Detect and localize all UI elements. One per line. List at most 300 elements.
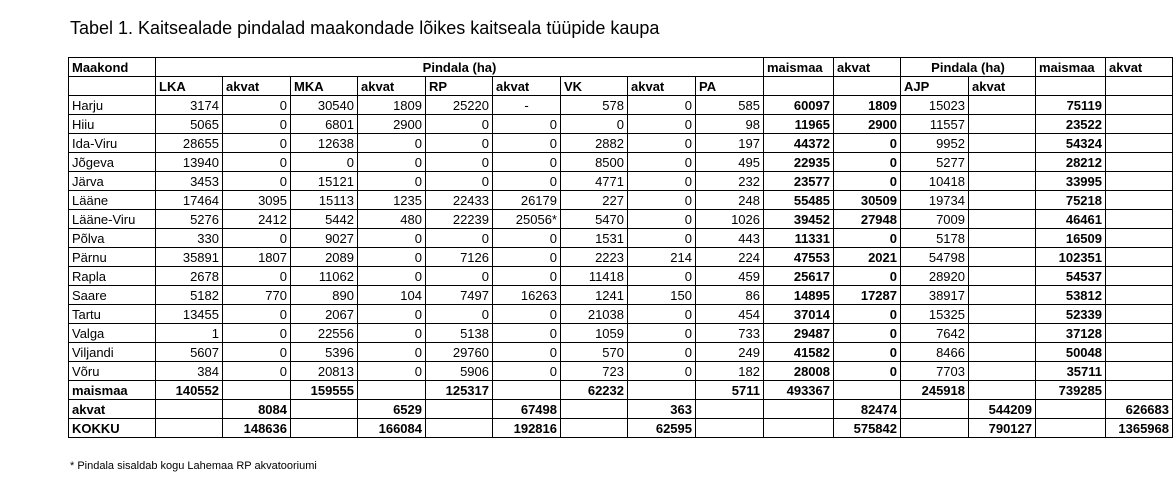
table-cell: 23577 <box>764 172 834 191</box>
table-cell: 0 <box>493 115 561 134</box>
row-label: Hiiu <box>69 115 156 134</box>
table-cell: 0 <box>223 115 291 134</box>
table-cell: 17287 <box>834 286 901 305</box>
table-row <box>69 172 1173 191</box>
table-cell: 2900 <box>358 115 426 134</box>
table-cell: 0 <box>493 362 561 381</box>
total-cell: 5711 <box>696 381 764 400</box>
row-label: Valga <box>69 324 156 343</box>
total-cell <box>426 419 493 438</box>
table-cell: 0 <box>426 134 493 153</box>
table-cell: 5277 <box>901 153 969 172</box>
table-cell: 0 <box>628 343 696 362</box>
table-cell: 0 <box>834 172 901 191</box>
total-cell: 790127 <box>969 419 1036 438</box>
table-cell: 47553 <box>764 248 834 267</box>
total-cell: 159555 <box>291 381 358 400</box>
table-cell: 0 <box>628 134 696 153</box>
table-cell: 10418 <box>901 172 969 191</box>
table-cell: 17464 <box>156 191 223 210</box>
table-cell: 7126 <box>426 248 493 267</box>
table-cell: 22935 <box>764 153 834 172</box>
table-cell: 0 <box>493 305 561 324</box>
table-cell: 2900 <box>834 115 901 134</box>
total-cell: 67498 <box>493 400 561 419</box>
total-cell <box>764 419 834 438</box>
subheader-cell: akvat <box>628 77 696 96</box>
table-cell <box>1106 115 1173 134</box>
subheader-cell: VK <box>561 77 628 96</box>
table-cell: 0 <box>358 343 426 362</box>
header-maismaa: maismaa <box>764 58 834 77</box>
total-cell: 493367 <box>764 381 834 400</box>
table-cell: 0 <box>358 362 426 381</box>
table-cell: 15121 <box>291 172 358 191</box>
subheader-cell: PA <box>696 77 764 96</box>
table-cell: 13940 <box>156 153 223 172</box>
table-cell: 29760 <box>426 343 493 362</box>
row-label: Tartu <box>69 305 156 324</box>
row-label: Pärnu <box>69 248 156 267</box>
table-cell: 0 <box>834 343 901 362</box>
table-cell: 22556 <box>291 324 358 343</box>
table-cell <box>969 115 1036 134</box>
table-cell: 86 <box>696 286 764 305</box>
table-cell: 150 <box>628 286 696 305</box>
table-cell: 54537 <box>1036 267 1106 286</box>
table-cell: 28008 <box>764 362 834 381</box>
table-cell: 44372 <box>764 134 834 153</box>
table-cell: 55485 <box>764 191 834 210</box>
table-cell <box>1106 134 1173 153</box>
table-cell <box>1106 286 1173 305</box>
table-cell: 104 <box>358 286 426 305</box>
table-cell: 14895 <box>764 286 834 305</box>
total-label: akvat <box>69 400 156 419</box>
table-cell: 11331 <box>764 229 834 248</box>
table-cell: 50048 <box>1036 343 1106 362</box>
table-cell: 0 <box>834 305 901 324</box>
table-cell: 0 <box>223 324 291 343</box>
table-cell: 30509 <box>834 191 901 210</box>
table-cell <box>969 343 1036 362</box>
total-cell: 82474 <box>834 400 901 419</box>
total-row <box>69 381 1173 400</box>
table-cell: 0 <box>628 153 696 172</box>
table-cell: 495 <box>696 153 764 172</box>
subheader-cell <box>764 77 834 96</box>
table-cell <box>1106 210 1173 229</box>
table-cell <box>1106 343 1173 362</box>
table-cell: 0 <box>358 248 426 267</box>
total-cell: 739285 <box>1036 381 1106 400</box>
table-cell <box>1106 172 1173 191</box>
table-row <box>69 115 1173 134</box>
table-cell: 249 <box>696 343 764 362</box>
table-cell: 28655 <box>156 134 223 153</box>
table-cell: 7497 <box>426 286 493 305</box>
data-table <box>68 57 1173 438</box>
table-cell: 197 <box>696 134 764 153</box>
table-cell: 1241 <box>561 286 628 305</box>
table-cell: 16263 <box>493 286 561 305</box>
table-cell: 0 <box>493 172 561 191</box>
row-label: Lääne <box>69 191 156 210</box>
header-pindala: Pindala (ha) <box>156 58 764 77</box>
table-cell: 0 <box>834 229 901 248</box>
table-cell: 0 <box>628 305 696 324</box>
table-cell: 15023 <box>901 96 969 115</box>
total-cell <box>358 381 426 400</box>
table-cell <box>969 286 1036 305</box>
table-cell: 2089 <box>291 248 358 267</box>
table-cell: 7642 <box>901 324 969 343</box>
row-label: Harju <box>69 96 156 115</box>
table-cell: 182 <box>696 362 764 381</box>
table-cell: 9027 <box>291 229 358 248</box>
table-cell: 39452 <box>764 210 834 229</box>
table-cell: 8500 <box>561 153 628 172</box>
table-row <box>69 210 1173 229</box>
table-cell: 0 <box>426 153 493 172</box>
table-row <box>69 153 1173 172</box>
table-cell <box>969 362 1036 381</box>
table-cell: 227 <box>561 191 628 210</box>
table-cell: 0 <box>223 172 291 191</box>
table-cell: 0 <box>628 172 696 191</box>
table-cell: 5442 <box>291 210 358 229</box>
table-cell <box>969 172 1036 191</box>
table-cell: 890 <box>291 286 358 305</box>
table-cell <box>1106 305 1173 324</box>
table-cell: 60097 <box>764 96 834 115</box>
table-cell: 1809 <box>834 96 901 115</box>
table-cell <box>969 153 1036 172</box>
table-cell: 0 <box>628 96 696 115</box>
table-cell: 5178 <box>901 229 969 248</box>
table-cell: 443 <box>696 229 764 248</box>
table-row <box>69 191 1173 210</box>
total-cell <box>223 381 291 400</box>
table-cell: 1809 <box>358 96 426 115</box>
table-cell: 5396 <box>291 343 358 362</box>
total-cell: 544209 <box>969 400 1036 419</box>
total-cell <box>969 381 1036 400</box>
table-cell: 5138 <box>426 324 493 343</box>
table-cell: 54798 <box>901 248 969 267</box>
total-row <box>69 400 1173 419</box>
total-cell: 125317 <box>426 381 493 400</box>
table-cell <box>1106 362 1173 381</box>
header-akvat-2: akvat <box>1106 58 1173 77</box>
table-cell: 459 <box>696 267 764 286</box>
table-cell: 8466 <box>901 343 969 362</box>
table-cell: 0 <box>223 153 291 172</box>
table-cell: 0 <box>426 172 493 191</box>
total-cell: 192816 <box>493 419 561 438</box>
table-cell: 75218 <box>1036 191 1106 210</box>
table-cell: 12638 <box>291 134 358 153</box>
table-cell: 35891 <box>156 248 223 267</box>
table-row <box>69 324 1173 343</box>
subheader-cell <box>1036 77 1106 96</box>
table-cell: 0 <box>358 153 426 172</box>
table-cell: 480 <box>358 210 426 229</box>
table-cell <box>1106 267 1173 286</box>
header-pindala-2: Pindala (ha) <box>901 58 1036 77</box>
header-akvat: akvat <box>834 58 901 77</box>
table-cell: 26179 <box>493 191 561 210</box>
subheader-row <box>69 77 1173 96</box>
total-cell: 6529 <box>358 400 426 419</box>
table-cell: 0 <box>358 305 426 324</box>
table-cell: 0 <box>291 153 358 172</box>
subheader-cell <box>834 77 901 96</box>
table-cell <box>969 267 1036 286</box>
total-cell <box>561 419 628 438</box>
table-cell: 52339 <box>1036 305 1106 324</box>
table-cell: 2412 <box>223 210 291 229</box>
table-cell: 0 <box>426 115 493 134</box>
table-cell <box>969 324 1036 343</box>
table-title: Tabel 1. Kaitsealade pindalad maakondade lõikes kaitseala tüüpide kaupa <box>70 18 660 38</box>
table-cell: 9952 <box>901 134 969 153</box>
table-cell <box>1106 229 1173 248</box>
total-cell <box>1106 381 1173 400</box>
table-cell: 0 <box>493 343 561 362</box>
table-cell: 2678 <box>156 267 223 286</box>
total-cell <box>1036 419 1106 438</box>
total-cell <box>291 400 358 419</box>
total-label: maismaa <box>69 381 156 400</box>
table-cell: 0 <box>493 248 561 267</box>
table-cell: 214 <box>628 248 696 267</box>
table-row <box>69 267 1173 286</box>
total-cell <box>764 400 834 419</box>
total-cell: 245918 <box>901 381 969 400</box>
table-row <box>69 305 1173 324</box>
table-cell <box>969 210 1036 229</box>
table-cell: 0 <box>628 362 696 381</box>
table-row <box>69 343 1173 362</box>
table-cell: 0 <box>358 172 426 191</box>
table-cell: 578 <box>561 96 628 115</box>
table-cell: 0 <box>358 134 426 153</box>
table-cell: 5470 <box>561 210 628 229</box>
table-cell: 54324 <box>1036 134 1106 153</box>
table-cell: 6801 <box>291 115 358 134</box>
table-cell: 0 <box>223 229 291 248</box>
total-cell <box>156 400 223 419</box>
table-row <box>69 362 1173 381</box>
table-cell <box>1106 191 1173 210</box>
subheader-cell: LKA <box>156 77 223 96</box>
table-cell: 28212 <box>1036 153 1106 172</box>
total-label: KOKKU <box>69 419 156 438</box>
table-cell: 1 <box>156 324 223 343</box>
row-label: Võru <box>69 362 156 381</box>
table-cell: 28920 <box>901 267 969 286</box>
table-cell: 11965 <box>764 115 834 134</box>
table-cell: 5906 <box>426 362 493 381</box>
table-cell: 0 <box>493 134 561 153</box>
table-cell: 0 <box>834 153 901 172</box>
table-cell: 0 <box>834 324 901 343</box>
table-cell: 454 <box>696 305 764 324</box>
row-label: Rapla <box>69 267 156 286</box>
total-row <box>69 419 1173 438</box>
table-row <box>69 248 1173 267</box>
table-cell: 1026 <box>696 210 764 229</box>
subheader-blank <box>69 77 156 96</box>
table-cell: 1059 <box>561 324 628 343</box>
table-cell: 2021 <box>834 248 901 267</box>
table-cell: 2223 <box>561 248 628 267</box>
table-cell: 0 <box>834 267 901 286</box>
table-cell: 0 <box>493 324 561 343</box>
table-cell: 5182 <box>156 286 223 305</box>
table-cell: 232 <box>696 172 764 191</box>
table-cell <box>969 229 1036 248</box>
table-cell: 4771 <box>561 172 628 191</box>
table-cell: 11062 <box>291 267 358 286</box>
table-cell: 19734 <box>901 191 969 210</box>
subheader-cell: akvat <box>223 77 291 96</box>
table-cell: 0 <box>223 96 291 115</box>
table-cell <box>1106 248 1173 267</box>
table-cell <box>1106 96 1173 115</box>
table-cell: 0 <box>493 153 561 172</box>
subheader-cell: RP <box>426 77 493 96</box>
total-cell <box>696 419 764 438</box>
table-cell <box>969 248 1036 267</box>
table-cell: 102351 <box>1036 248 1106 267</box>
subheader-cell: AJP <box>901 77 969 96</box>
table-cell: 0 <box>358 324 426 343</box>
table-cell: 33995 <box>1036 172 1106 191</box>
table-cell: 723 <box>561 362 628 381</box>
table-cell: 770 <box>223 286 291 305</box>
table-cell: 7009 <box>901 210 969 229</box>
table-cell <box>1106 324 1173 343</box>
table-cell: 0 <box>834 362 901 381</box>
header-maakond: Maakond <box>69 58 156 77</box>
table-cell: 37014 <box>764 305 834 324</box>
table-cell <box>1106 153 1173 172</box>
table-cell: 27948 <box>834 210 901 229</box>
total-cell: 626683 <box>1106 400 1173 419</box>
subheader-cell <box>1106 77 1173 96</box>
row-label: Ida-Viru <box>69 134 156 153</box>
table-cell: 37128 <box>1036 324 1106 343</box>
table-cell: 0 <box>223 134 291 153</box>
table-cell: 3174 <box>156 96 223 115</box>
table-cell: 5607 <box>156 343 223 362</box>
table-cell: 0 <box>426 267 493 286</box>
table-cell: 13455 <box>156 305 223 324</box>
header-maismaa-2: maismaa <box>1036 58 1106 77</box>
total-cell: 166084 <box>358 419 426 438</box>
table-row <box>69 134 1173 153</box>
subheader-cell: akvat <box>969 77 1036 96</box>
table-cell: 585 <box>696 96 764 115</box>
total-cell: 148636 <box>223 419 291 438</box>
table-cell: 0 <box>223 362 291 381</box>
total-cell: 8084 <box>223 400 291 419</box>
table-cell: 53812 <box>1036 286 1106 305</box>
table-cell: 0 <box>358 267 426 286</box>
table-cell: 22433 <box>426 191 493 210</box>
table-cell: 570 <box>561 343 628 362</box>
table-cell: 0 <box>628 324 696 343</box>
table-cell: 46461 <box>1036 210 1106 229</box>
total-cell <box>1036 400 1106 419</box>
table-cell: 7703 <box>901 362 969 381</box>
table-cell: 0 <box>358 229 426 248</box>
table-cell: 0 <box>628 229 696 248</box>
table-cell: 0 <box>628 210 696 229</box>
table-cell: 5276 <box>156 210 223 229</box>
row-label: Viljandi <box>69 343 156 362</box>
table-cell: 0 <box>493 229 561 248</box>
table-cell: 224 <box>696 248 764 267</box>
table-cell: 0 <box>223 343 291 362</box>
table-cell: 3453 <box>156 172 223 191</box>
table-cell: 15325 <box>901 305 969 324</box>
total-cell <box>628 381 696 400</box>
table-cell: 0 <box>834 134 901 153</box>
row-label: Saare <box>69 286 156 305</box>
table-cell: 11557 <box>901 115 969 134</box>
total-cell: 140552 <box>156 381 223 400</box>
table-row <box>69 229 1173 248</box>
table-cell: 2067 <box>291 305 358 324</box>
table-cell: 25617 <box>764 267 834 286</box>
table-cell: 733 <box>696 324 764 343</box>
table-cell: 38917 <box>901 286 969 305</box>
table-cell: 3095 <box>223 191 291 210</box>
table-cell <box>969 96 1036 115</box>
table-row <box>69 286 1173 305</box>
table-cell: 248 <box>696 191 764 210</box>
row-label: Järva <box>69 172 156 191</box>
table-cell: 29487 <box>764 324 834 343</box>
table-cell: 22239 <box>426 210 493 229</box>
total-cell: 363 <box>628 400 696 419</box>
table-cell <box>969 305 1036 324</box>
total-cell: 575842 <box>834 419 901 438</box>
row-label: Jõgeva <box>69 153 156 172</box>
table-cell: 16509 <box>1036 229 1106 248</box>
table-cell: 30540 <box>291 96 358 115</box>
table-cell: 1531 <box>561 229 628 248</box>
total-cell <box>426 400 493 419</box>
table-row <box>69 96 1173 115</box>
table-cell: 0 <box>223 305 291 324</box>
table-cell: 5065 <box>156 115 223 134</box>
table-cell: 35711 <box>1036 362 1106 381</box>
table-cell: 20813 <box>291 362 358 381</box>
table-cell: 15113 <box>291 191 358 210</box>
table-cell: 0 <box>628 267 696 286</box>
table-cell: 0 <box>426 305 493 324</box>
table-cell: 1807 <box>223 248 291 267</box>
table-cell: - <box>493 96 561 115</box>
table-cell: 25220 <box>426 96 493 115</box>
total-cell <box>834 381 901 400</box>
subheader-cell: akvat <box>358 77 426 96</box>
total-cell: 1365968 <box>1106 419 1173 438</box>
